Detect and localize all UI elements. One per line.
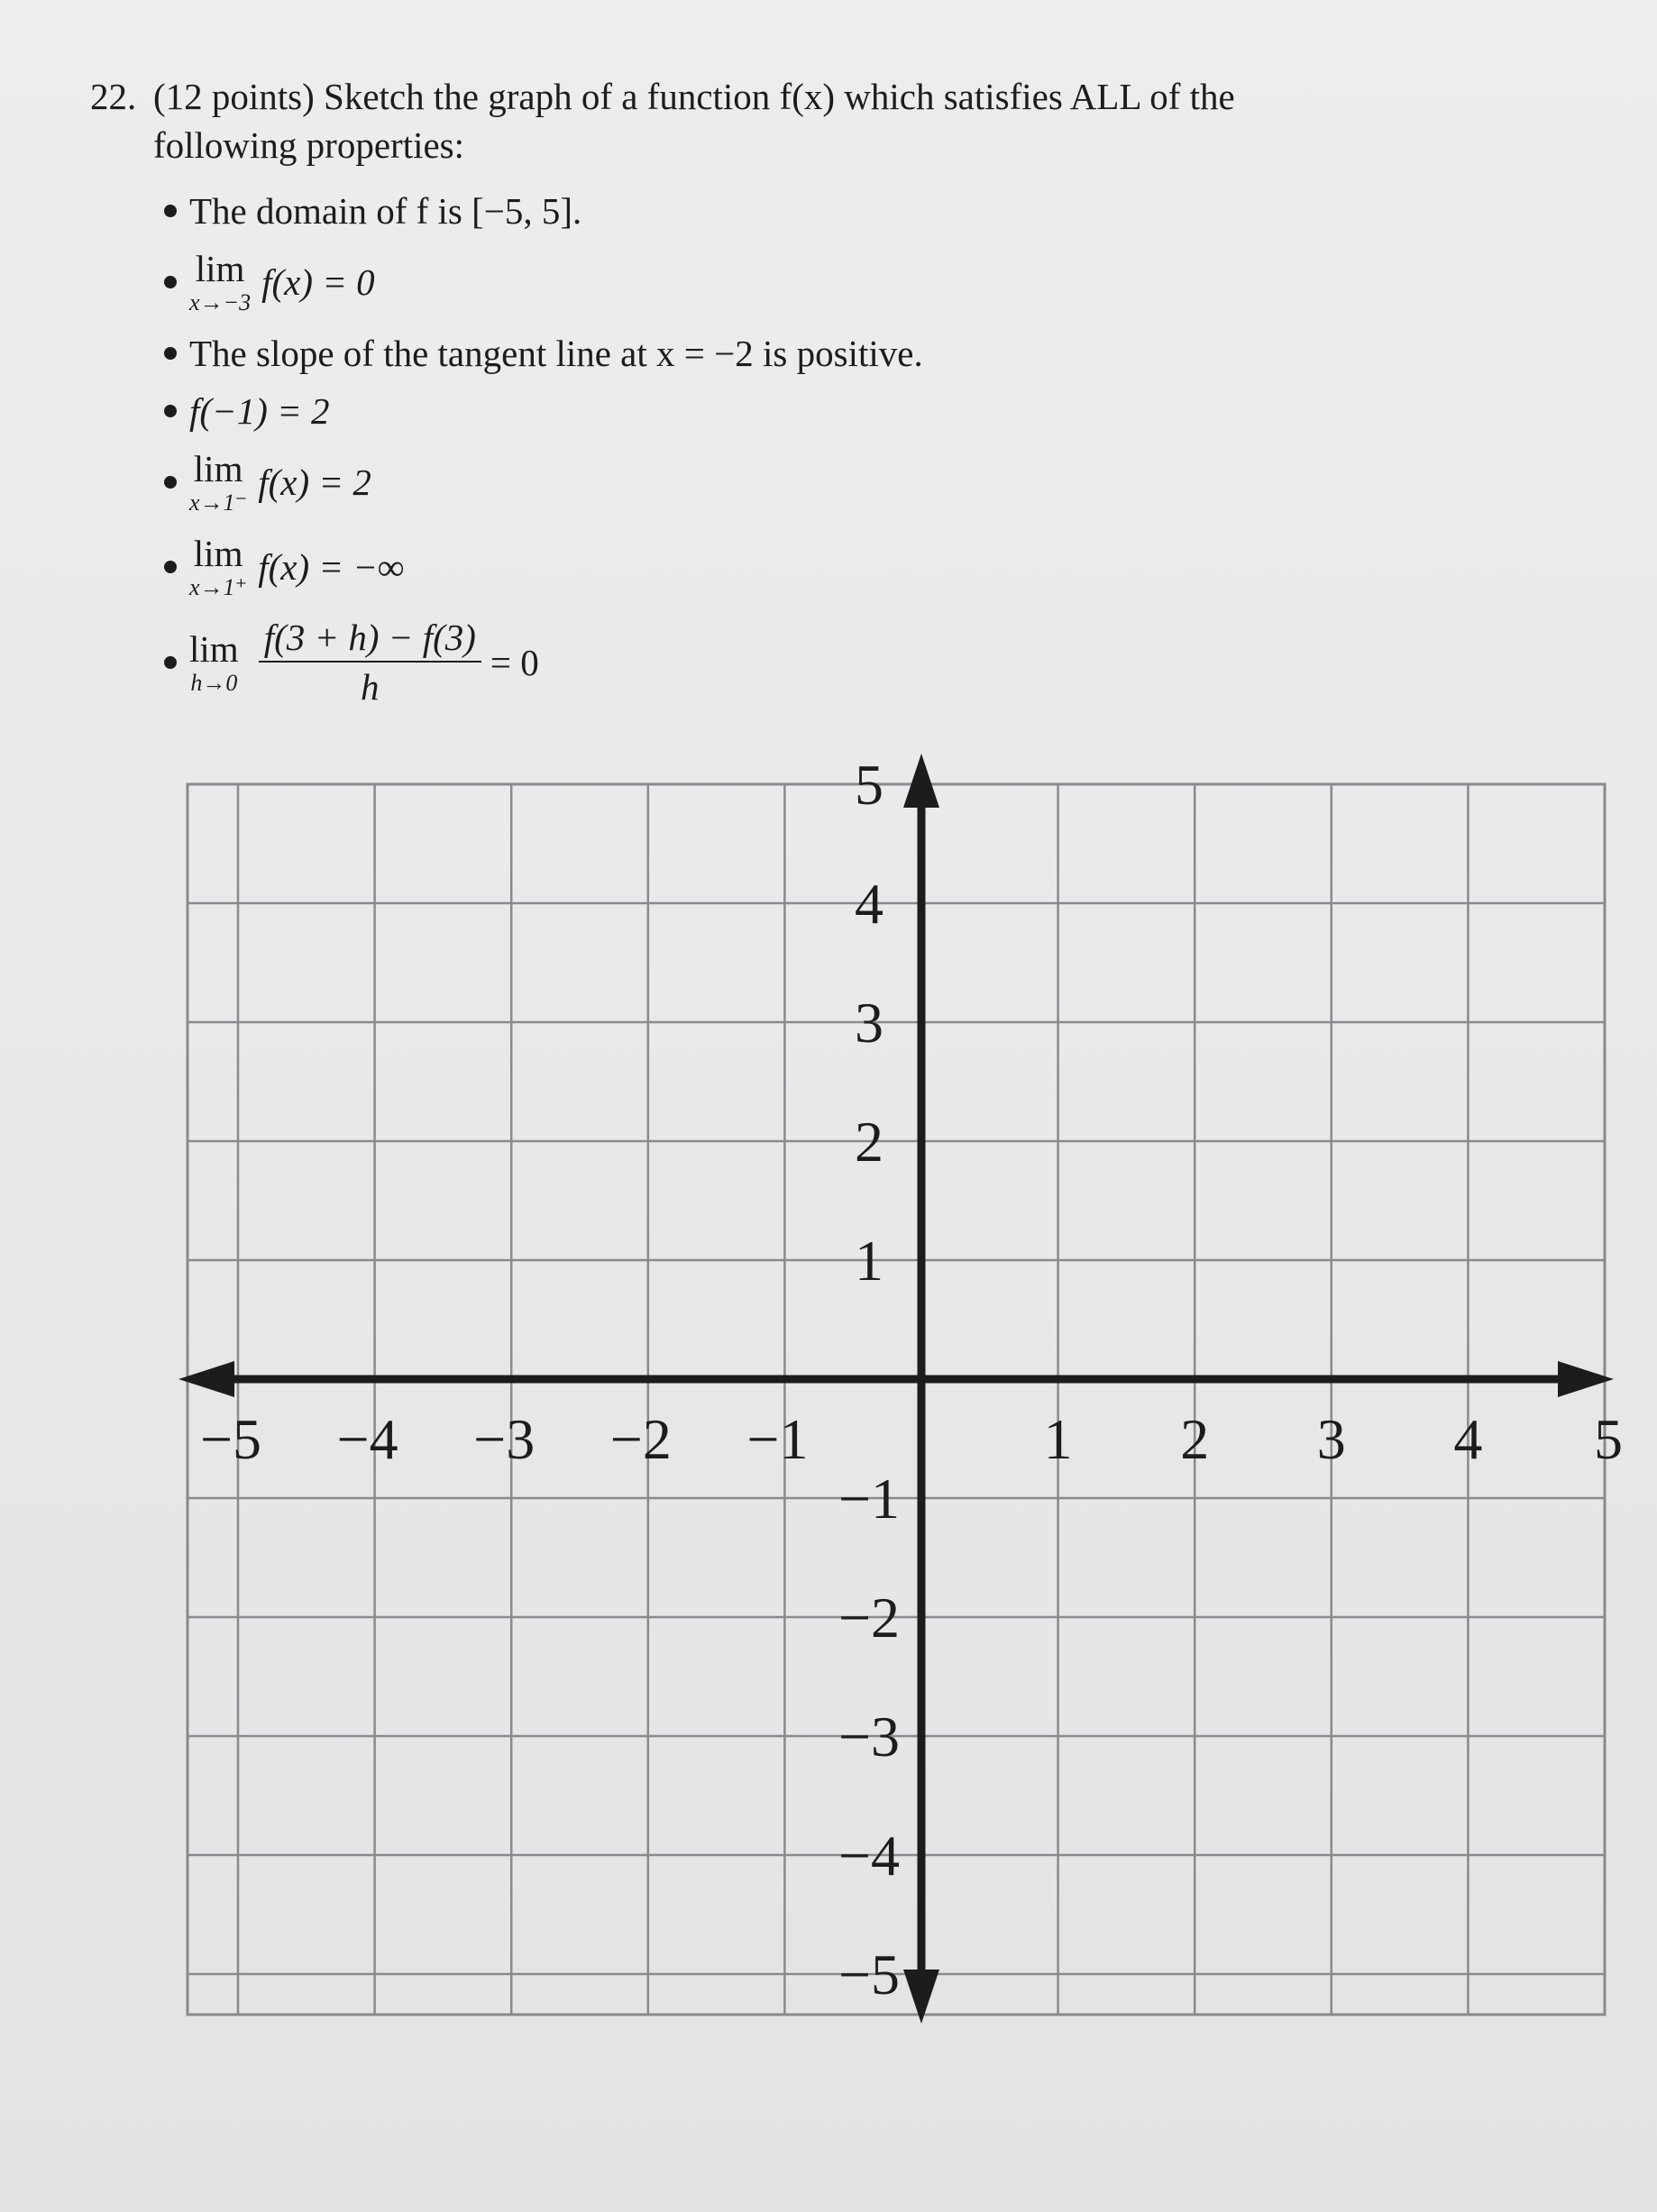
x-tick-label: 1 xyxy=(1043,1407,1073,1471)
y-tick-label: −3 xyxy=(838,1705,901,1769)
limit-word: lim xyxy=(193,447,243,489)
property-value-text: f(−1) = 2 xyxy=(189,390,330,432)
y-tick-label: 2 xyxy=(855,1110,883,1174)
y-tick-label: 5 xyxy=(855,753,883,817)
x-tick-label: −1 xyxy=(746,1407,809,1471)
limit-subscript: x→1⁻ xyxy=(189,489,248,516)
x-tick-label: −3 xyxy=(473,1407,536,1471)
limit-subscript: h→0 xyxy=(190,669,238,696)
x-tick-label: 4 xyxy=(1453,1407,1483,1471)
x-tick-label: −4 xyxy=(336,1407,398,1471)
problem-number: 22. xyxy=(90,76,137,117)
x-tick-label: 5 xyxy=(1594,1407,1623,1471)
y-tick-label: −4 xyxy=(838,1824,901,1888)
limit-subscript: x→−3 xyxy=(189,288,252,315)
y-tick-label: −1 xyxy=(838,1467,901,1531)
limit-word: lim xyxy=(195,247,245,289)
x-axis-tick-labels xyxy=(200,1407,1623,1471)
limit-subscript: x→1⁺ xyxy=(189,573,248,600)
fraction-numerator: f(3 + h) − f(3) xyxy=(259,618,481,663)
y-tick-label: −5 xyxy=(838,1942,901,2006)
limit-expression: f(x) = −∞ xyxy=(258,546,405,588)
limit-expression: f(x) = 2 xyxy=(258,462,371,503)
limit-word: lim xyxy=(189,627,239,670)
x-tick-label: −2 xyxy=(609,1407,672,1471)
limit-word: lim xyxy=(193,532,243,574)
y-tick-label: 4 xyxy=(855,872,883,936)
property-domain-text: The domain of f is [−5, 5]. xyxy=(189,190,582,232)
x-tick-label: 2 xyxy=(1180,1407,1210,1471)
x-tick-label: −5 xyxy=(199,1407,262,1471)
y-tick-label: 3 xyxy=(855,991,883,1055)
fraction-denominator: h xyxy=(361,666,380,708)
equation-rhs: = 0 xyxy=(490,642,539,683)
x-tick-label: 3 xyxy=(1316,1407,1346,1471)
problem-intro-line2: following properties: xyxy=(153,124,465,166)
property-slope-text: The slope of the tangent line at x = −2 is positive. xyxy=(189,333,923,374)
problem-intro-line1: (12 points) Sketch the graph of a function f(x) which satisfies ALL of the xyxy=(153,76,1235,117)
y-tick-label: 1 xyxy=(855,1229,883,1293)
y-axis-up-arrow-icon xyxy=(903,754,939,808)
limit-expression: f(x) = 0 xyxy=(261,261,375,303)
y-tick-label: −2 xyxy=(838,1586,901,1650)
